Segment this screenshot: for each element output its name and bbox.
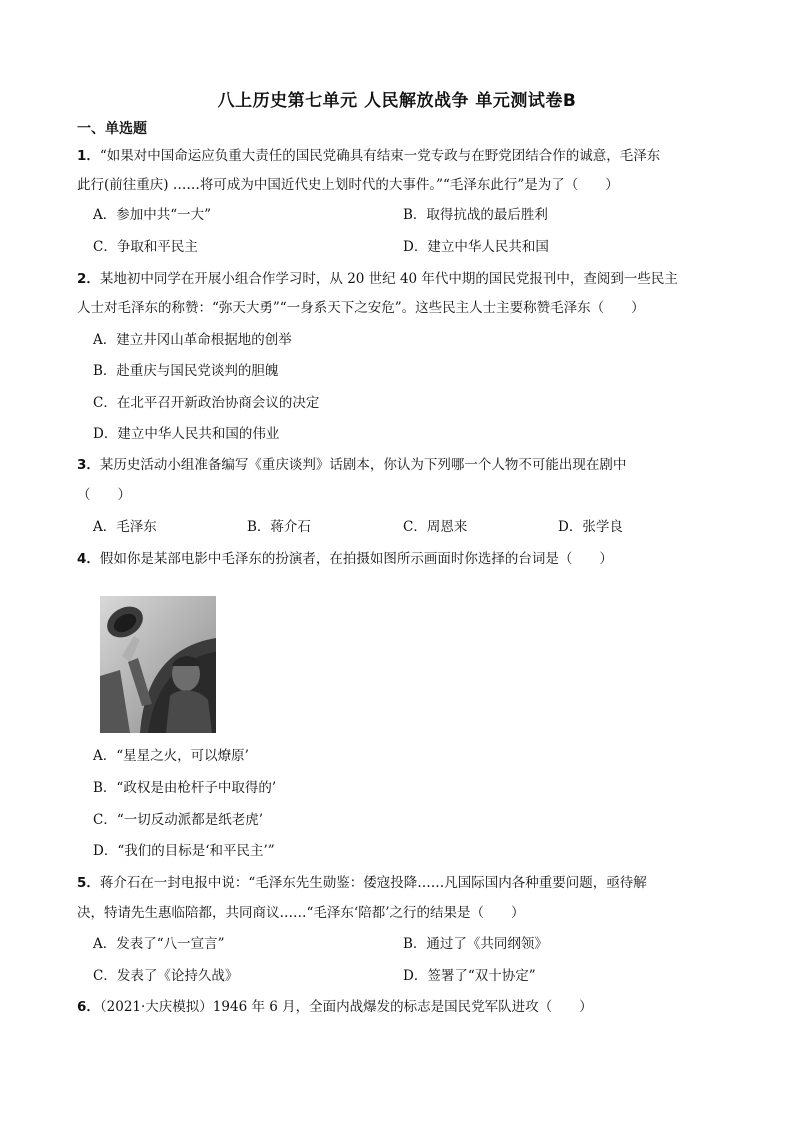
- page-title: 八上历史第七单元 人民解放战争 单元测试卷B: [217, 91, 577, 111]
- photo-illustration: [100, 596, 216, 733]
- question-4-option-c[interactable]: C．“一切反动派都是纸老虎’: [93, 812, 264, 828]
- question-number: 3．: [77, 457, 100, 473]
- question-number: 1．: [77, 148, 100, 164]
- question-4-option-a[interactable]: A．“星星之火，可以燎原’: [93, 748, 249, 764]
- question-text: “如果对中国命运应负重大责任的国民党确具有结束一党专政与在野党团结合作的诚意，毛泽东: [99, 148, 661, 164]
- question-1-option-a[interactable]: A．参加中共“一大”: [93, 207, 212, 223]
- question-1-line-1: [77, 146, 727, 166]
- question-number: 5．: [77, 875, 100, 891]
- question-number: 6．: [77, 999, 100, 1015]
- question-2-line-1: [77, 269, 727, 289]
- question-5-option-b[interactable]: B．通过了《共同纲领》: [403, 936, 548, 952]
- question-2-option-a[interactable]: A．建立井冈山革命根据地的创举: [93, 332, 292, 348]
- question-1-option-c[interactable]: C．争取和平民主: [93, 239, 198, 255]
- question-2-option-c[interactable]: C．在北平召开新政治协商会议的决定: [93, 395, 320, 411]
- question-1-option-b[interactable]: B．取得抗战的最后胜利: [403, 207, 548, 223]
- question-text: 某历史活动小组准备编写《重庆谈判》话剧本，你认为下列哪一个人物不可能出现在剧中: [99, 457, 627, 473]
- question-3-line-2: （ ）: [77, 487, 131, 503]
- question-text: 蒋介石在一封电报中说：“毛泽东先生勋鉴：倭寇投降……凡国际国内各种重要问题，亟待解: [99, 875, 647, 891]
- question-5-option-c[interactable]: C．发表了《论持久战》: [93, 968, 239, 984]
- section-heading: 一、单选题: [77, 121, 147, 137]
- question-5-option-a[interactable]: A．发表了“八一宣言”: [93, 936, 225, 952]
- question-1-option-d[interactable]: D．建立中华人民共和国: [403, 239, 549, 255]
- question-5-line-1: [77, 873, 727, 893]
- question-3-line-1: [77, 455, 727, 475]
- question-3-option-b[interactable]: B．蒋介石: [247, 519, 311, 535]
- question-5-option-d[interactable]: D．签署了“双十协定”: [403, 968, 536, 984]
- question-4-option-d[interactable]: D．“我们的目标是‘和平民主’”: [93, 843, 275, 859]
- question-4-line-1: [77, 549, 727, 569]
- question-3-option-c[interactable]: C．周恩来: [403, 519, 468, 535]
- question-number: 4．: [77, 551, 100, 567]
- question-5-line-2: 决，特请先生惠临陪都，共同商议……“毛泽东‘陪都’之行的结果是（ ）: [77, 905, 525, 921]
- question-2-option-d[interactable]: D．建立中华人民共和国的伟业: [93, 426, 280, 442]
- question-2-option-b[interactable]: B．赴重庆与国民党谈判的胆魄: [93, 363, 279, 379]
- question-number: 2．: [77, 271, 100, 287]
- question-3-option-a[interactable]: A．毛泽东: [93, 519, 157, 535]
- question-2-line-2: 人士对毛泽东的称赞：“弥天大勇”“一身系天下之安危”。这些民主人士主要称赞毛泽东（ ）: [77, 300, 645, 316]
- question-text: （2021·大庆模拟）1946 年 6 月，全面内战爆发的标志是国民党军队进攻（ ）: [99, 999, 593, 1015]
- historical-photo: [100, 596, 216, 733]
- question-4-option-b[interactable]: B．“政权是由枪杆子中取得的’: [93, 780, 277, 796]
- question-1-line-2: 此行(前往重庆) ……将可成为中国近代史上划时代的大事件。”“毛泽东此行”是为了（ ）: [77, 177, 619, 193]
- question-6-line-1: [77, 997, 727, 1017]
- question-3-option-d[interactable]: D．张学良: [558, 519, 623, 535]
- question-text: 假如你是某部电影中毛泽东的扮演者，在拍摄如图所示画面时你选择的台词是（ ）: [99, 551, 613, 567]
- question-text: 某地初中同学在开展小组合作学习时，从 20 世纪 40 年代中期的国民党报刊中，查阅到一些民主: [99, 271, 678, 287]
